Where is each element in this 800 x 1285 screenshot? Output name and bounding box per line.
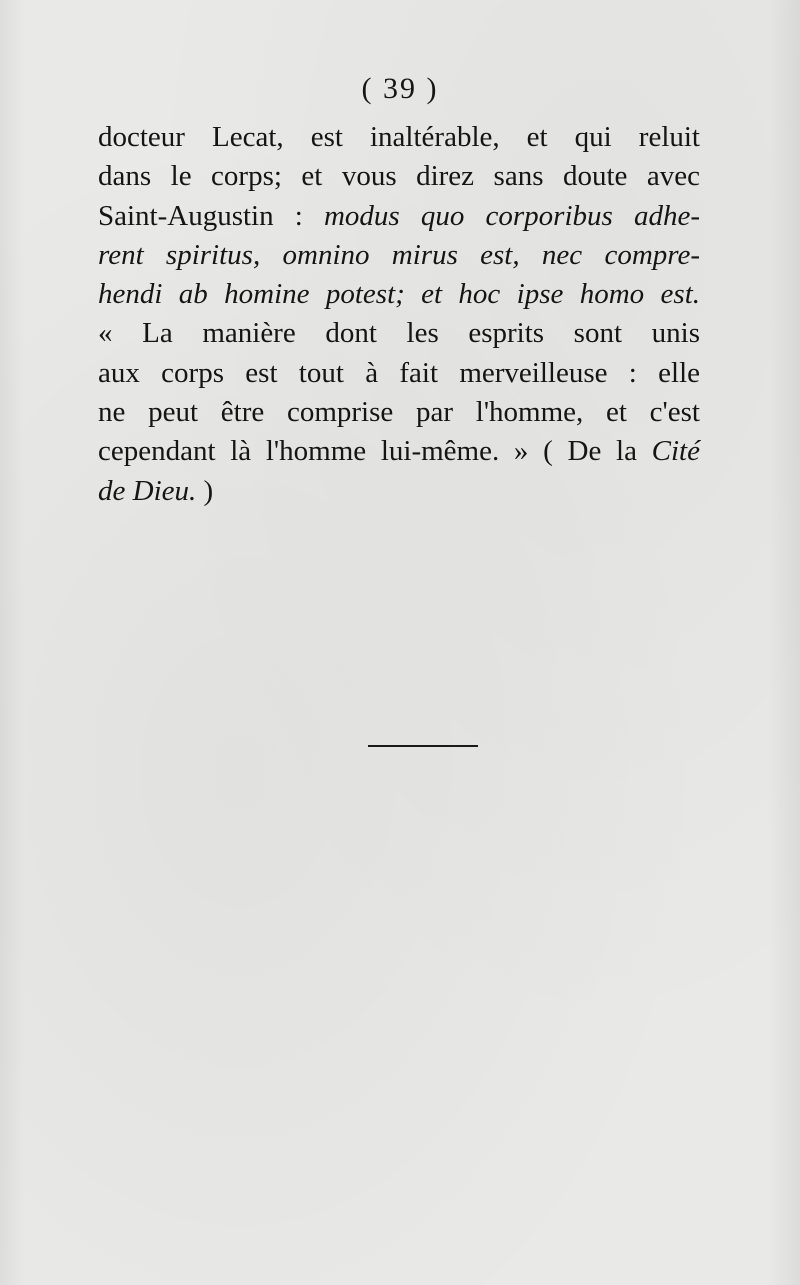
text-span: « La manière dont les esprits sont unis: [98, 317, 700, 350]
text-line: [98, 197, 700, 236]
latin-quote-span: rent spiritus, omnino mirus est, nec compre-: [98, 238, 700, 271]
section-divider-rule: [368, 745, 478, 747]
text-span: ): [196, 474, 214, 507]
text-span: aux corps est tout à fait merveilleuse : elle: [98, 356, 700, 389]
text-span: dans le corps; et vous direz sans doute avec: [98, 160, 700, 193]
text-line: [98, 354, 700, 393]
text-line: [98, 314, 700, 353]
latin-quote-span: hendi ab homine potest; et hoc ipse homo est.: [98, 278, 700, 311]
text-line: [98, 393, 700, 432]
text-line: [98, 472, 700, 511]
text-span: cependant là l'homme lui-même. » ( De la: [98, 435, 652, 468]
text-span: docteur Lecat, est inaltérable, et qui reluit: [98, 121, 700, 153]
text-span: ne peut être comprise par l'homme, et c'est: [98, 396, 700, 429]
body-text: [98, 118, 700, 511]
text-line: [98, 275, 700, 314]
text-line: [98, 236, 700, 275]
book-title-span: de Dieu.: [98, 474, 197, 507]
text-line: [98, 118, 700, 157]
latin-quote-span: modus quo corporibus adhe-: [323, 199, 700, 232]
page-number: ( 39 ): [361, 72, 439, 105]
text-span: Saint-Augustin :: [98, 199, 324, 232]
book-title-span: Cité: [651, 435, 700, 468]
text-line: [98, 432, 700, 471]
text-line: [98, 157, 700, 196]
